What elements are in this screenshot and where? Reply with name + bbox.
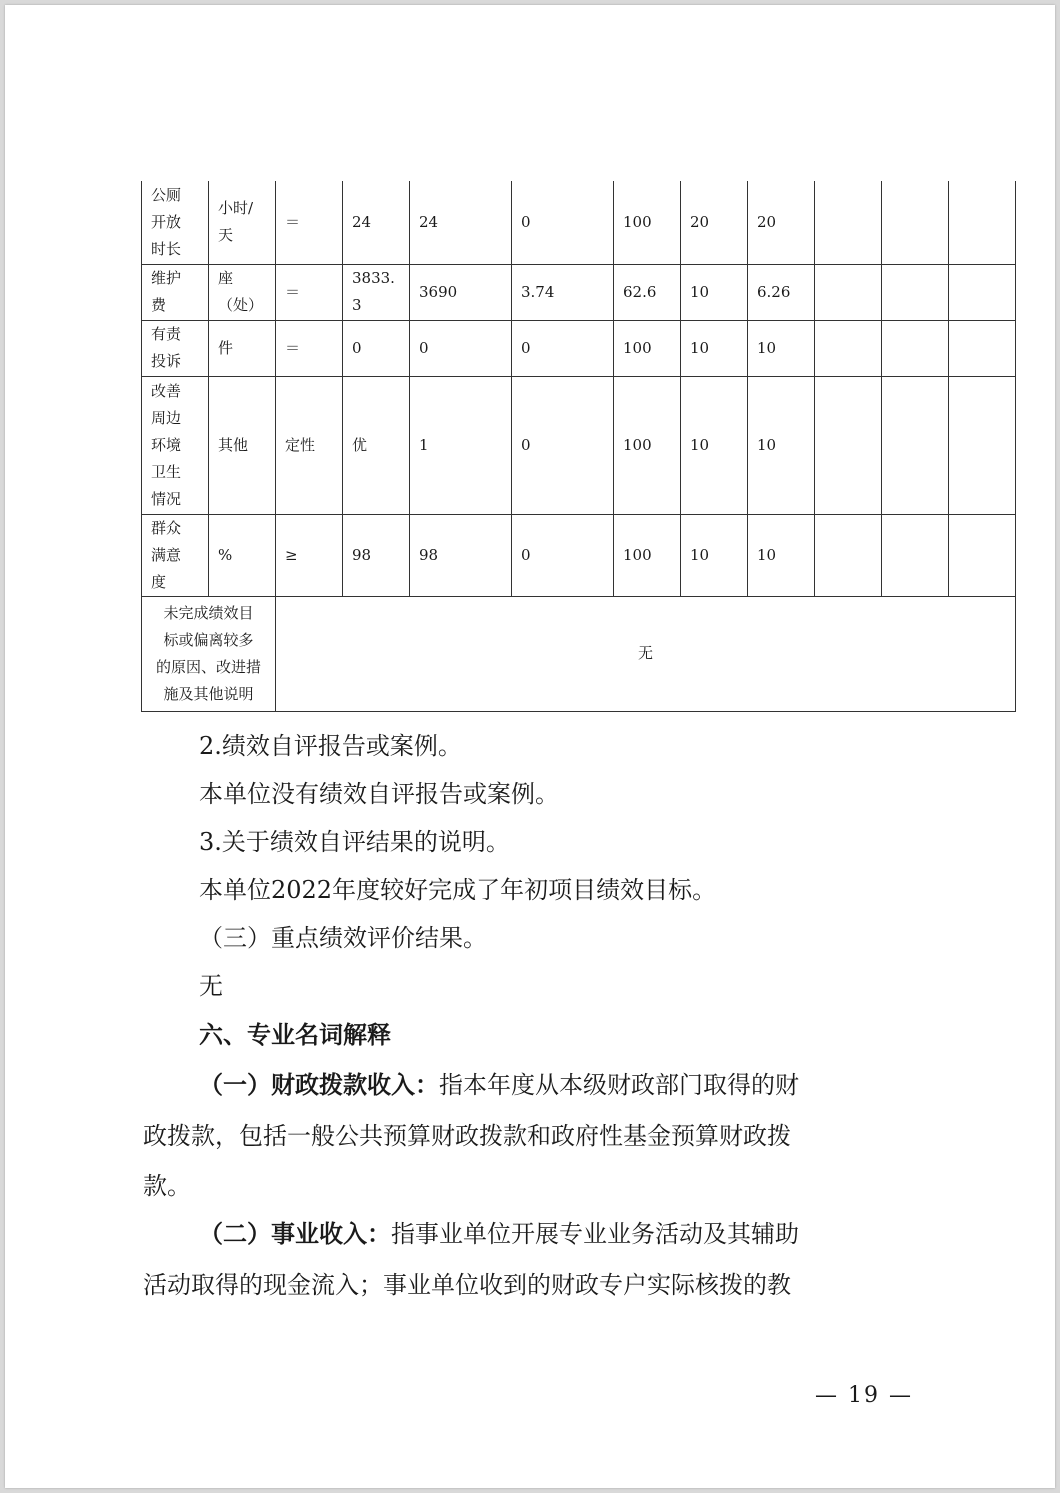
cell-weight: 10: [681, 264, 748, 320]
cell-rate: 100: [614, 514, 681, 596]
paragraph-result-heading: 3.关于绩效自评结果的说明。: [199, 828, 510, 856]
definition-fiscal-line1: [199, 1061, 799, 1110]
cell-unit: 座 （处）: [209, 264, 276, 320]
table-row-note: [142, 596, 1016, 711]
cell-empty: [815, 320, 882, 376]
cell-deviation: 0: [512, 181, 614, 264]
cell-weight: 10: [681, 376, 748, 514]
cell-rate: 100: [614, 320, 681, 376]
page-number: — 19 —: [815, 1383, 913, 1408]
cell-score: 10: [748, 376, 815, 514]
cell-empty: [882, 514, 949, 596]
cell-empty: [815, 514, 882, 596]
cell-unit: 小时/ 天: [209, 181, 276, 264]
cell-rate: 100: [614, 376, 681, 514]
cell-name: 公厕 开放 时长: [142, 181, 209, 264]
cell-empty: [882, 181, 949, 264]
cell-unit: %: [209, 514, 276, 596]
definition-fiscal-line3: 款。: [143, 1172, 191, 1200]
cell-empty: [949, 376, 1016, 514]
table-row: [142, 264, 1016, 320]
cell-op: 定性: [276, 376, 343, 514]
cell-rate: 62.6: [614, 264, 681, 320]
cell-deviation: 0: [512, 514, 614, 596]
cell-empty: [949, 181, 1016, 264]
definition-text: 指本年度从本级财政部门取得的财: [439, 1071, 799, 1099]
cell-weight: 20: [681, 181, 748, 264]
cell-empty: [949, 320, 1016, 376]
cell-actual: 24: [410, 181, 512, 264]
table-row: [142, 320, 1016, 376]
cell-empty: [949, 264, 1016, 320]
table-body: [142, 181, 1016, 711]
cell-name: 群众 满意 度: [142, 514, 209, 596]
cell-actual: 1: [410, 376, 512, 514]
cell-target: 优: [343, 376, 410, 514]
cell-empty: [949, 514, 1016, 596]
paragraph-key-eval-heading: （三）重点绩效评价结果。: [199, 924, 487, 952]
cell-empty: [882, 264, 949, 320]
cell-score: 20: [748, 181, 815, 264]
cell-target: 24: [343, 181, 410, 264]
cell-score: 10: [748, 320, 815, 376]
cell-op: ＝: [276, 320, 343, 376]
definition-business-line2: 活动取得的现金流入；事业单位收到的财政专户实际核拨的教: [143, 1271, 791, 1299]
cell-unit: 其他: [209, 376, 276, 514]
cell-empty: [882, 376, 949, 514]
cell-op: ＝: [276, 181, 343, 264]
cell-deviation: 0: [512, 320, 614, 376]
table-row: [142, 514, 1016, 596]
definition-business-line1: [199, 1210, 799, 1259]
cell-unit: 件: [209, 320, 276, 376]
cell-empty: [815, 264, 882, 320]
cell-target: 0: [343, 320, 410, 376]
definition-fiscal-line2: 政拨款，包括一般公共预算财政拨款和政府性基金预算财政拨: [143, 1122, 791, 1150]
paragraph-no-report: 本单位没有绩效自评报告或案例。: [199, 780, 559, 808]
cell-target: 3833. 3: [343, 264, 410, 320]
cell-weight: 10: [681, 320, 748, 376]
cell-weight: 10: [681, 514, 748, 596]
definition-term: （一）财政拨款收入：: [199, 1070, 439, 1099]
cell-deviation: 3.74: [512, 264, 614, 320]
cell-actual: 98: [410, 514, 512, 596]
definition-term: （二）事业收入：: [199, 1219, 391, 1248]
cell-op: ＝: [276, 264, 343, 320]
table-row: [142, 181, 1016, 264]
cell-score: 10: [748, 514, 815, 596]
cell-actual: 0: [410, 320, 512, 376]
cell-rate: 100: [614, 181, 681, 264]
definition-text: 指事业单位开展专业业务活动及其辅助: [391, 1220, 799, 1248]
cell-target: 98: [343, 514, 410, 596]
paragraph-none: 无: [199, 972, 223, 1000]
cell-empty: [815, 181, 882, 264]
page-number-value: 19: [848, 1383, 880, 1408]
document-page: [5, 5, 1055, 1488]
cell-deviation: 0: [512, 376, 614, 514]
cell-name: 维护 费: [142, 264, 209, 320]
note-label: 未完成绩效目 标或偏离较多 的原因、改进措 施及其他说明: [142, 596, 276, 711]
paragraph-result-text: 本单位2022年度较好完成了年初项目绩效目标。: [199, 876, 717, 904]
cell-empty: [882, 320, 949, 376]
cell-name: 有责 投诉: [142, 320, 209, 376]
section-heading-glossary: 六、专业名词解释: [199, 1020, 391, 1049]
cell-actual: 3690: [410, 264, 512, 320]
cell-score: 6.26: [748, 264, 815, 320]
cell-name: 改善 周边 环境 卫生 情况: [142, 376, 209, 514]
cell-op: ≥: [276, 514, 343, 596]
table-row: [142, 376, 1016, 514]
cell-empty: [815, 376, 882, 514]
performance-table: [141, 181, 1016, 712]
note-value: 无: [276, 596, 1016, 711]
paragraph-self-eval-heading: 2.绩效自评报告或案例。: [199, 732, 462, 760]
